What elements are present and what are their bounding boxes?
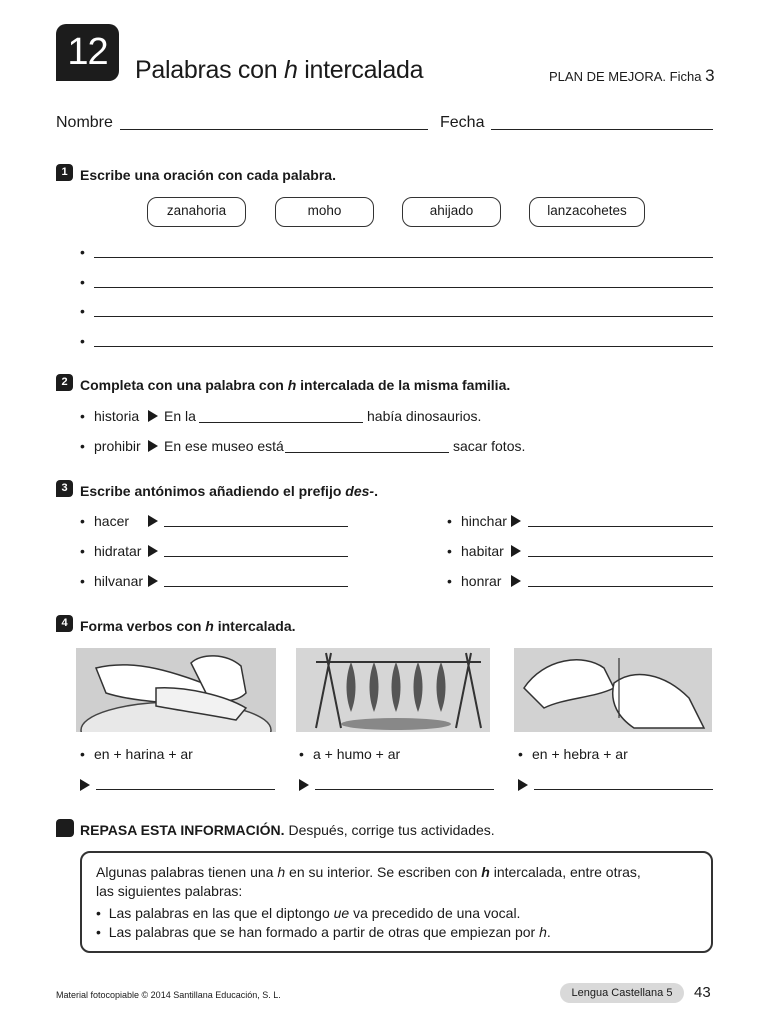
page-number: 43 bbox=[694, 984, 711, 1001]
review-heading: REPASA ESTA INFORMACIÓN. Después, corrige tus actividades. bbox=[80, 822, 495, 838]
answer-line-1[interactable] bbox=[94, 257, 713, 258]
bullet: • bbox=[80, 303, 85, 319]
ex4-formula-enharinar: en + harina + ar bbox=[94, 746, 193, 762]
unit-number-badge: 12 bbox=[56, 24, 119, 81]
bullet: • bbox=[447, 513, 452, 529]
ex2-answer-line-2[interactable] bbox=[285, 452, 449, 453]
ex3-answer-line[interactable] bbox=[164, 556, 348, 557]
bullet: • bbox=[299, 746, 304, 762]
arrow-right-icon bbox=[148, 410, 158, 422]
bullet: • bbox=[80, 274, 85, 290]
arrow-right-icon bbox=[511, 575, 521, 587]
ex2-word-historia: historia bbox=[94, 408, 140, 424]
arrow-right-icon bbox=[518, 779, 528, 791]
subject-label: Lengua Castellana 5 bbox=[560, 983, 684, 1003]
arrow-right-icon bbox=[148, 440, 158, 452]
bullet: • bbox=[80, 543, 85, 559]
bullet: • bbox=[80, 573, 85, 589]
threading-needle-illustration bbox=[514, 648, 712, 732]
ex4-formula-enhebrar: en + hebra + ar bbox=[532, 746, 628, 762]
word-box-lanzacohetes: lanzacohetes bbox=[529, 197, 645, 227]
name-field[interactable] bbox=[120, 129, 428, 130]
exercise-4-instruction: Forma verbos con h intercalada. bbox=[80, 618, 296, 634]
ex3-word-hidratar: hidratar bbox=[94, 543, 142, 559]
ex3-word-hacer: hacer bbox=[94, 513, 130, 529]
plan-label: PLAN DE MEJORA. Ficha 3 bbox=[549, 66, 715, 85]
ex3-answer-line[interactable] bbox=[164, 586, 348, 587]
exercise-3-number: 3 bbox=[56, 480, 73, 497]
date-field[interactable] bbox=[491, 129, 713, 130]
arrow-right-icon bbox=[299, 779, 309, 791]
exercise-1-instruction: Escribe una oración con cada palabra. bbox=[80, 167, 336, 183]
info-box bbox=[80, 851, 713, 953]
arrow-right-icon bbox=[148, 515, 158, 527]
ex3-answer-line[interactable] bbox=[528, 556, 713, 557]
bullet: • bbox=[518, 746, 523, 762]
bullet: • bbox=[80, 438, 85, 454]
word-box-zanahoria: zanahoria bbox=[147, 197, 246, 227]
ex4-answer-line-3[interactable] bbox=[534, 789, 713, 790]
exercise-3-instruction: Escribe antónimos añadiendo el prefijo des-. bbox=[80, 483, 378, 499]
exercise-4-number: 4 bbox=[56, 615, 73, 632]
flour-hands-illustration bbox=[76, 648, 276, 732]
copyright-notice: Material fotocopiable © 2014 Santillana Educación, S. L. bbox=[56, 990, 281, 1000]
bullet: • bbox=[80, 746, 85, 762]
ex4-formula-ahumar: a + humo + ar bbox=[313, 746, 401, 762]
ex4-answer-line-1[interactable] bbox=[96, 789, 275, 790]
exercise-2-number: 2 bbox=[56, 374, 73, 391]
name-label: Nombre bbox=[56, 114, 113, 131]
bullet: • bbox=[80, 244, 85, 260]
word-box-ahijado: ahijado bbox=[402, 197, 501, 227]
answer-line-2[interactable] bbox=[94, 287, 713, 288]
ex2-sentence-after: había dinosaurios. bbox=[367, 408, 482, 424]
ex3-word-habitar: habitar bbox=[461, 543, 504, 559]
ex2-answer-line-1[interactable] bbox=[199, 422, 363, 423]
smoked-fish-illustration bbox=[296, 648, 490, 732]
page-title: Palabras con h intercalada bbox=[135, 56, 424, 84]
bullet: • bbox=[80, 333, 85, 349]
answer-line-4[interactable] bbox=[94, 346, 713, 347]
ex2-sentence-after: sacar fotos. bbox=[453, 438, 526, 454]
bullet: • bbox=[80, 408, 85, 424]
exercise-1-number: 1 bbox=[56, 164, 73, 181]
info-bullet-1: • Las palabras en las que el diptongo ue va precedido de una vocal. bbox=[96, 905, 521, 921]
answer-line-3[interactable] bbox=[94, 316, 713, 317]
review-marker-icon bbox=[56, 819, 74, 837]
arrow-right-icon bbox=[80, 779, 90, 791]
exercise-2-instruction: Completa con una palabra con h intercalada de la misma familia. bbox=[80, 377, 511, 393]
ex2-sentence-before: En ese museo está bbox=[164, 438, 284, 454]
info-bullet-2: • Las palabras que se han formado a partir de otras que empiezan por h. bbox=[96, 924, 551, 940]
bullet: • bbox=[447, 573, 452, 589]
ex3-answer-line[interactable] bbox=[528, 526, 713, 527]
date-label: Fecha bbox=[440, 114, 485, 131]
arrow-right-icon bbox=[511, 515, 521, 527]
ex3-answer-line[interactable] bbox=[528, 586, 713, 587]
ex3-word-hinchar: hinchar bbox=[461, 513, 507, 529]
ex3-word-hilvanar: hilvanar bbox=[94, 573, 144, 589]
ex3-answer-line[interactable] bbox=[164, 526, 348, 527]
arrow-right-icon bbox=[148, 545, 158, 557]
ex3-word-honrar: honrar bbox=[461, 573, 502, 589]
word-box-moho: moho bbox=[275, 197, 374, 227]
ex2-word-prohibir: prohibir bbox=[94, 438, 141, 454]
arrow-right-icon bbox=[511, 545, 521, 557]
ex4-answer-line-2[interactable] bbox=[315, 789, 494, 790]
bullet: • bbox=[447, 543, 452, 559]
ex2-sentence-before: En la bbox=[164, 408, 196, 424]
info-paragraph: Algunas palabras tienen una h en su interior. Se escriben con h intercalada, entre otras, las siguientes palabras: bbox=[96, 864, 641, 899]
bullet: • bbox=[80, 513, 85, 529]
arrow-right-icon bbox=[148, 575, 158, 587]
